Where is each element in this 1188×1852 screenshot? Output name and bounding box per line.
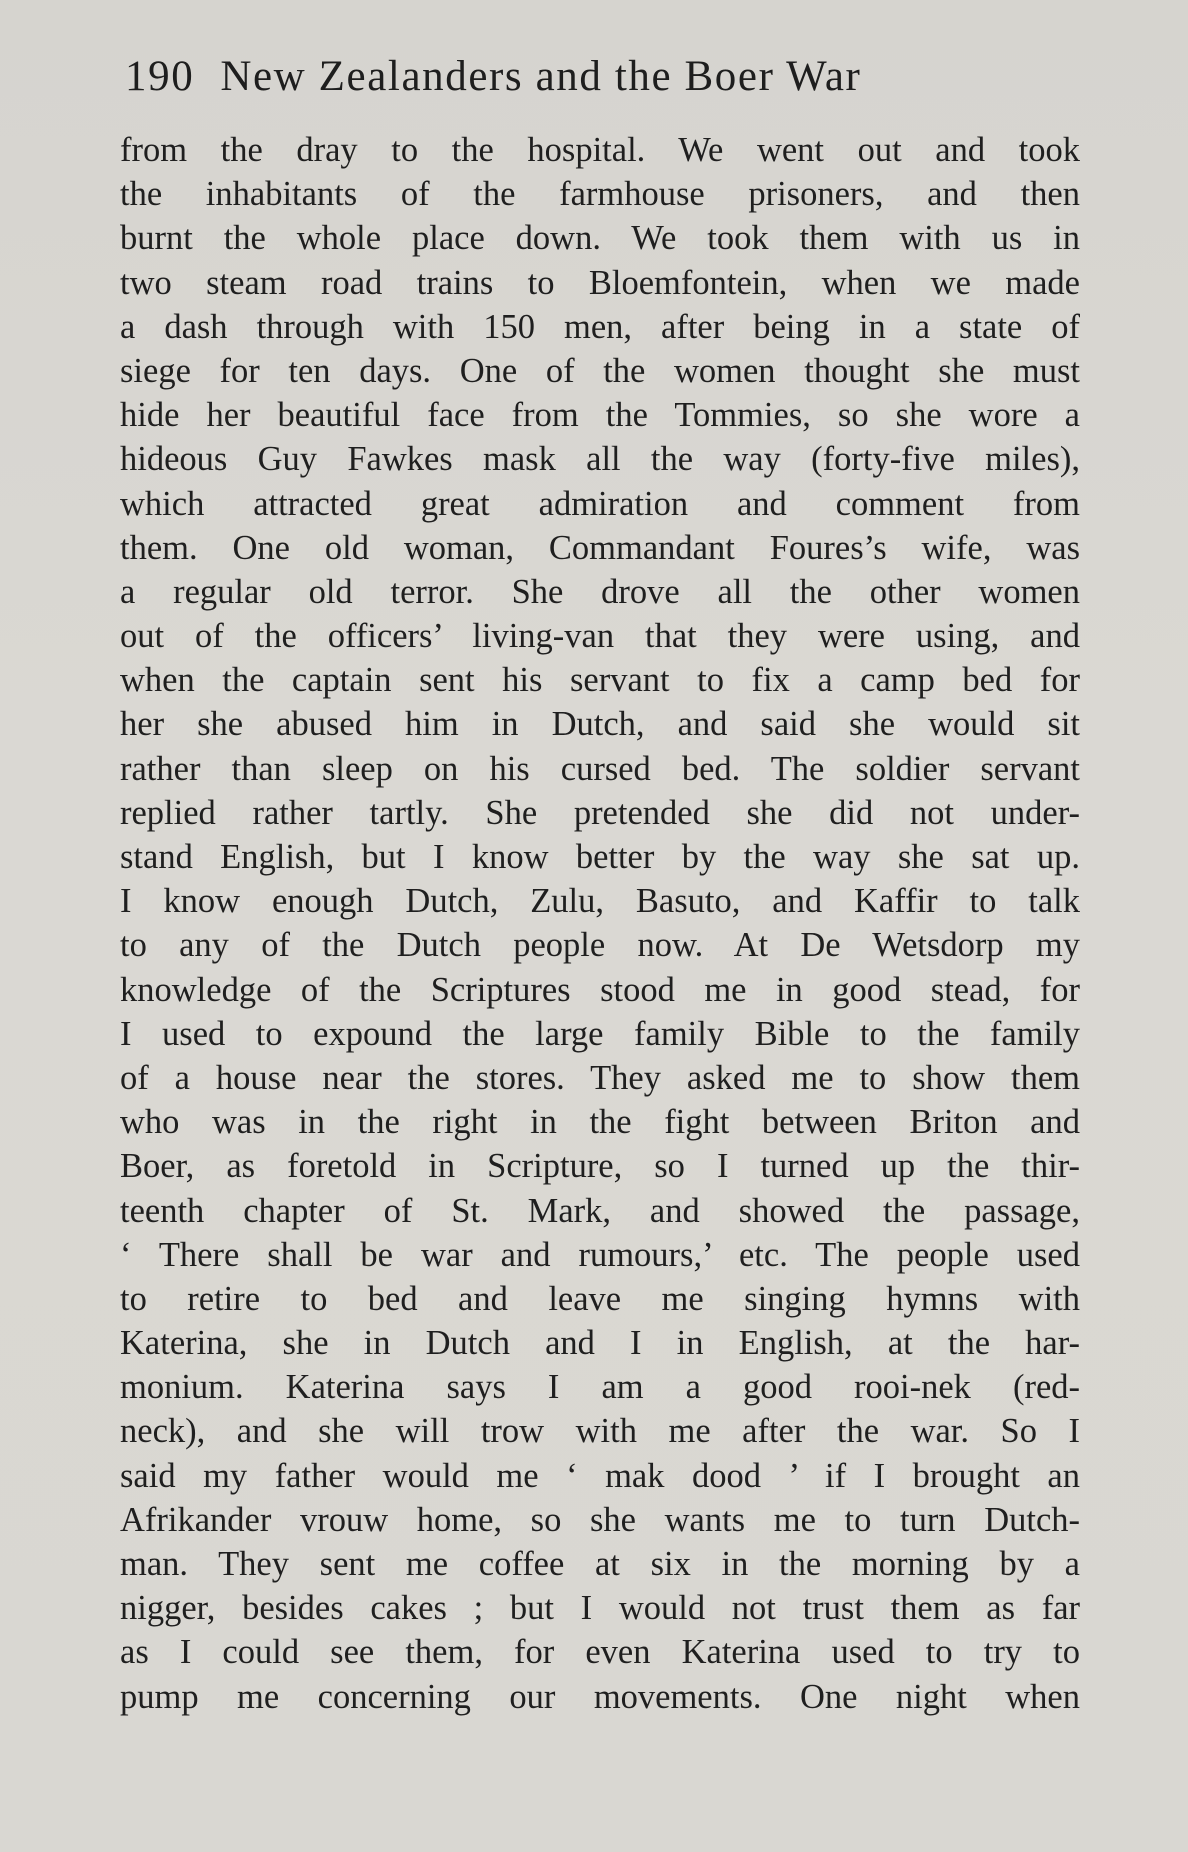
text-line: from the dray to the hospital. We went out and took — [120, 131, 1080, 169]
text-line: replied rather tartly. She pretended she did not under- — [120, 793, 1080, 832]
running-title: New Zealanders and the Boer War — [220, 53, 862, 100]
text-line: I used to expound the large family Bible to the family — [120, 1014, 1080, 1053]
text-line: to any of the Dutch people now. At De Wetsdorp my — [120, 926, 1080, 965]
text-line: to retire to bed and leave me singing hymns with — [120, 1279, 1080, 1318]
text-line: hide her beautiful face from the Tommies, so she wore a — [120, 396, 1080, 435]
text-line: said my father would me ‘ mak dood ’ if I brought an — [120, 1456, 1080, 1495]
text-line: out of the officers’ living-van that they were using, and — [120, 617, 1080, 656]
text-line: I know enough Dutch, Zulu, Basuto, and Kaffir to talk — [120, 882, 1080, 921]
text-line: a dash through with 150 men, after being in a state of — [120, 307, 1080, 346]
text-line: them. One old woman, Commandant Foures’s wife, was — [120, 528, 1080, 567]
text-line: siege for ten days. One of the women thought she must — [120, 351, 1080, 390]
page-number: 190 — [125, 53, 195, 100]
text-line: a regular old terror. She drove all the other women — [120, 572, 1080, 611]
body-text — [120, 128, 1080, 1719]
text-line: Boer, as foretold in Scripture, so I turned up the thir- — [120, 1147, 1080, 1186]
text-line: teenth chapter of St. Mark, and showed the passage, — [120, 1191, 1080, 1230]
text-line: burnt the whole place down. We took them with us in — [120, 219, 1080, 258]
text-line: monium. Katerina says I am a good rooi-nek (red- — [120, 1368, 1080, 1407]
text-line: neck), and she will trow with me after the war. So I — [120, 1412, 1080, 1451]
text-line: Katerina, she in Dutch and I in English, at the har- — [120, 1324, 1080, 1363]
text-line: who was in the right in the fight between Briton and — [120, 1103, 1080, 1142]
text-line: as I could see them, for even Katerina used to try to — [120, 1633, 1080, 1672]
text-line: nigger, besides cakes ; but I would not trust them as far — [120, 1589, 1080, 1628]
text-line: which attracted great admiration and comment from — [120, 484, 1080, 523]
text-line: hideous Guy Fawkes mask all the way (forty-five miles), — [120, 440, 1080, 479]
text-line: pump me concerning our movements. One night when — [120, 1677, 1080, 1716]
text-line: Afrikander vrouw home, so she wants me to turn Dutch- — [120, 1500, 1080, 1539]
text-line: ‘ There shall be war and rumours,’ etc. The people used — [120, 1235, 1080, 1274]
page-header — [125, 52, 1025, 112]
text-line: her she abused him in Dutch, and said she would sit — [120, 705, 1080, 744]
text-line: rather than sleep on his cursed bed. The soldier servant — [120, 749, 1080, 788]
text-line: when the captain sent his servant to fix a camp bed for — [120, 661, 1080, 700]
text-line: of a house near the stores. They asked me to show them — [120, 1058, 1080, 1097]
text-line: stand English, but I know better by the way she sat up. — [120, 838, 1080, 876]
text-line: man. They sent me coffee at six in the morning by a — [120, 1545, 1080, 1583]
text-line: knowledge of the Scriptures stood me in good stead, for — [120, 970, 1080, 1009]
text-line: two steam road trains to Bloemfontein, when we made — [120, 263, 1080, 302]
text-line: the inhabitants of the farmhouse prisoners, and then — [120, 175, 1080, 214]
